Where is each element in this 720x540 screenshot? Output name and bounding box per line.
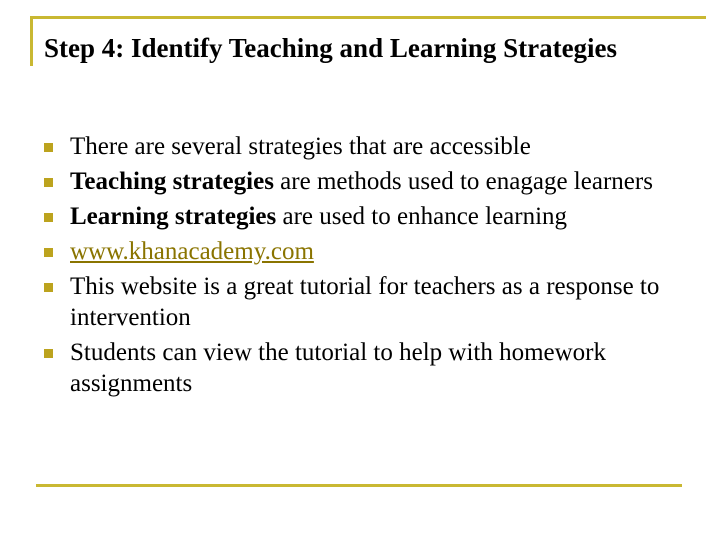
- bullet-text: are used to enhance learning: [276, 203, 568, 230]
- frame-bottom-rule: [36, 484, 682, 487]
- slide-title: Step 4: Identify Teaching and Learning Strategies: [44, 33, 618, 63]
- bullet-bold-term: Teaching strategies: [70, 168, 274, 195]
- frame-top-rule: [30, 16, 706, 19]
- frame-left-rule: [30, 16, 33, 66]
- khanacademy-link[interactable]: www.khanacademy.com: [70, 238, 314, 265]
- bullet-text: are methods used to enagage learners: [273, 168, 653, 195]
- bullet-list: [40, 131, 680, 403]
- square-bullet-icon: [44, 349, 53, 358]
- bullet-item: [40, 131, 680, 162]
- bullet-item: [40, 166, 680, 197]
- square-bullet-icon: [44, 178, 53, 187]
- square-bullet-icon: [44, 248, 53, 257]
- square-bullet-icon: [44, 143, 53, 152]
- bullet-bold-term: Learning strategies: [70, 203, 277, 230]
- bullet-item: [40, 271, 680, 333]
- bullet-item: [40, 337, 680, 399]
- square-bullet-icon: [44, 213, 53, 222]
- bullet-text: This website is a great tutorial for teachers as a response to intervention: [70, 273, 660, 331]
- bullet-text: Students can view the tutorial to help with homework assignments: [70, 339, 607, 397]
- bullet-text: There are several strategies that are accessible: [70, 133, 531, 160]
- bullet-item: [40, 236, 680, 267]
- square-bullet-icon: [44, 283, 53, 292]
- bullet-item: [40, 201, 680, 232]
